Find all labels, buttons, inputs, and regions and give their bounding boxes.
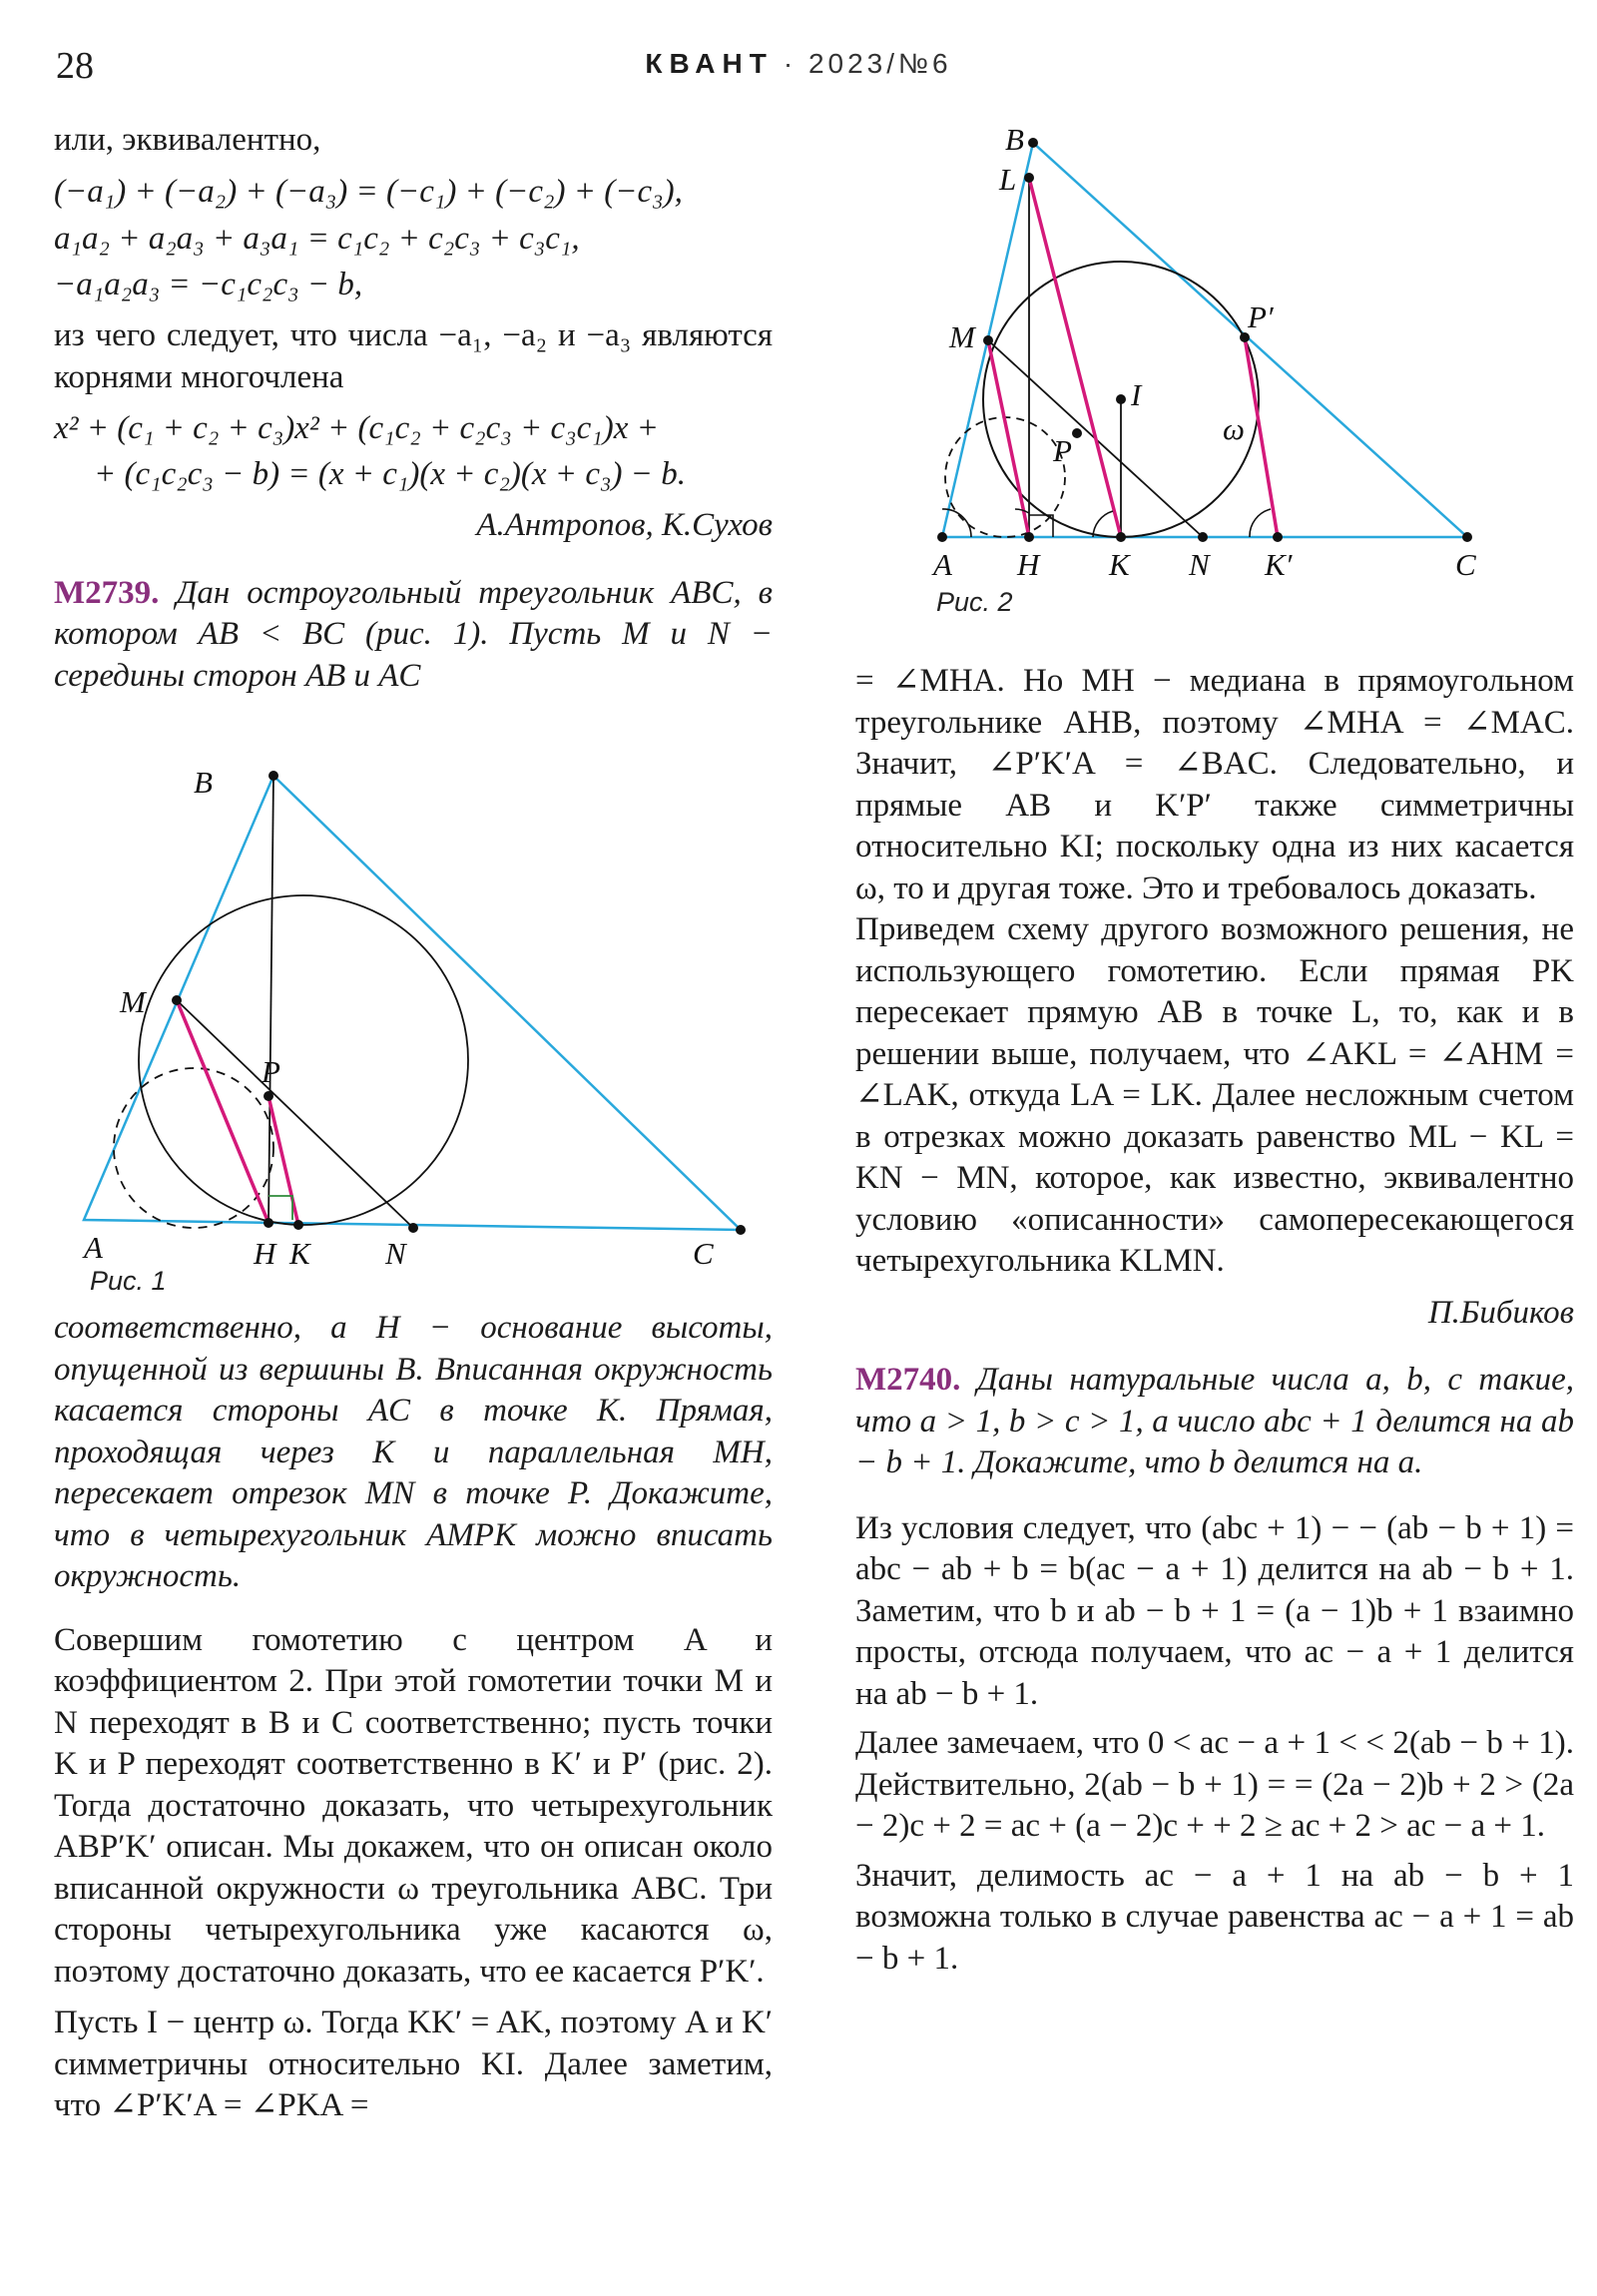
point-n: [1198, 532, 1208, 542]
point-i: [1116, 394, 1126, 404]
segment-pk-prime: [1245, 337, 1278, 537]
author-signature: П.Бибиков: [1427, 1294, 1574, 1331]
label-h: H: [254, 1236, 276, 1271]
label-k: K: [1109, 547, 1130, 579]
right-column: [855, 661, 1574, 1980]
point-m: [172, 995, 182, 1005]
label-m: M: [120, 984, 146, 1019]
solution-paragraph: Пусть I − центр ω. Тогда KK′ = AK, поэтому A и K′ симметричны относительно KI. Далее заметим, что ∠P′K′A = ∠PKA =: [54, 2005, 773, 2123]
label-omega: ω: [1223, 411, 1245, 446]
figure-2: [913, 110, 1552, 579]
angle-arc-k: [1093, 511, 1113, 537]
point-p: [264, 1091, 273, 1101]
segment-lk: [1029, 178, 1121, 537]
page-number: 28: [56, 45, 94, 87]
point-c: [1462, 532, 1472, 542]
figure-1-caption: Рис. 1: [90, 1266, 167, 1296]
text-line: или, эквивалентно,: [54, 122, 321, 158]
label-c: C: [693, 1236, 714, 1271]
solution-paragraph: Приведем схему другого возможного решения, не использующего гомотетию. Если прямая PK пересекает прямую AB в точке L, то, как и в решении выше, получаем, что ∠AKL = ∠AHM = ∠LAK, откуда LA = LK. Далее несложным счетом в отрезках можно доказать равенство ML − KL = KN − MN, которое, как известно, эквивалентно условию «описанности» самопересекающегося четырехугольника KLMN.: [855, 911, 1574, 1279]
point-k-prime: [1273, 532, 1283, 542]
point-n: [408, 1223, 418, 1233]
problem-text: Дан остроугольный треугольник ABC, в котором AB < BC (рис. 1). Пусть M и N − середины сторон AB и AC: [54, 574, 774, 694]
label-a: A: [933, 547, 952, 579]
solution-paragraph: Совершим гомотетию с центром A и коэффициентом 2. При этой гомотетии точки M и N переходят в B и C соответственно; пусть точки K и P переходят соответственно в K′ и P′ (рис. 2). Тогда достаточно доказать, что четырехугольник ABP′K′ описан. Мы докажем, что он описан около вписанной окружности ω треугольника ABC. Три стороны четырехугольника уже касаются ω, поэтому достаточно доказать, что ее касается P′K′.: [54, 1621, 773, 1990]
label-k: K: [289, 1236, 310, 1271]
polynomial-line: + (c₁c₂c₃ − b) = (x + c₁)(x + c₂)(x + c₃) − b.: [94, 455, 686, 492]
label-p: P: [262, 1054, 280, 1089]
triangle-abc: [942, 143, 1467, 537]
label-l: L: [999, 162, 1017, 197]
point-p: [1072, 428, 1082, 438]
equation-line: −a₁a₂a₃ = −c₁c₂c₃ − b,: [54, 266, 363, 302]
point-m: [983, 335, 993, 345]
figure-1: [54, 769, 773, 1288]
segment-mh: [177, 1000, 268, 1223]
journal-name: КВАНТ: [645, 48, 774, 79]
page-header: [0, 44, 1597, 87]
segment-mh: [988, 340, 1029, 537]
point-k: [1116, 532, 1126, 542]
figure-2-caption: Рис. 2: [936, 587, 1013, 617]
problem-m2740-statement: [855, 1360, 1574, 1484]
label-b: B: [194, 769, 213, 800]
point-h: [264, 1218, 273, 1228]
triangle-abc: [84, 776, 741, 1230]
label-m: M: [949, 319, 975, 354]
point-l: [1024, 173, 1034, 183]
point-a: [937, 532, 947, 542]
label-a: A: [84, 1230, 103, 1265]
problem-number: M2740.: [855, 1362, 961, 1398]
equation-line: (−a₁) + (−a₂) + (−a₃) = (−c₁) + (−c₂) + (−c₃),: [54, 173, 683, 210]
angle-arc-k-prime: [1250, 509, 1271, 537]
point-b: [1028, 138, 1038, 148]
label-n: N: [385, 1236, 406, 1271]
segment-pk: [268, 1096, 298, 1225]
right-angle-mark: [268, 1196, 292, 1220]
label-h: H: [1017, 547, 1040, 579]
label-n: N: [1189, 547, 1210, 579]
running-title: [0, 48, 1597, 81]
solution-paragraph: Далее замечаем, что 0 < ac − a + 1 < < 2(ab − b + 1). Действительно, 2(ab − b + 1) = = (2a − 2)b + 2 > (2a − 2)c + 2 = ac + (a − 2)c + + 2 ≥ ac + 2 > ac − a + 1.: [855, 1725, 1574, 1844]
problem-text: Даны натуральные числа a, b, c такие, что a > 1, b > c > 1, а число abc + 1 делится на ab − b + 1. Докажите, что b делится на a.: [855, 1362, 1574, 1480]
author-signature: А.Антропов, К.Сухов: [476, 507, 773, 543]
text-paragraph: из чего следует, что числа −a₁, −a₂ и −a₃ являются корнями многочлена: [54, 317, 773, 395]
equation-line: a₁a₂ + a₂a₃ + a₃a₁ = c₁c₂ + c₂c₃ + c₃c₁,: [54, 221, 580, 257]
segment-mn: [177, 1000, 413, 1228]
label-p: P: [1053, 433, 1072, 468]
label-i: I: [1131, 377, 1142, 412]
dashed-circle: [945, 417, 1065, 537]
point-h: [1024, 532, 1034, 542]
label-c: C: [1455, 547, 1476, 579]
problem-text-continued: соответственно, а H − основание высоты, опущенной из вершины B. Вписанная окружность касается стороны AC в точке K. Прямая, проходящая через K и параллельная MH, пересекает отрезок MN в точке P. Докажите, что в четырехугольник AMPK можно вписать окружность.: [54, 1310, 773, 1594]
polynomial-line: x² + (c₁ + c₂ + c₃)x² + (c₁c₂ + c₂c₃ + c₃c₁)x +: [54, 410, 659, 446]
solution-paragraph: Из условия следует, что (abc + 1) − − (ab − b + 1) = abc − ab + b = b(ac − a + 1) делится на ab − b + 1. Заметим, что b и ab − b + 1 = (a − 1)b + 1 взаимно просты, отсюда получаем, что ac − a + 1 делится на ab − b + 1.: [855, 1509, 1574, 1712]
point-c: [736, 1225, 746, 1235]
solution-paragraph: Значит, делимость ac − a + 1 на ab − b + 1 возможна только в случае равенства ac − a + 1 = ab − b + 1.: [855, 1857, 1574, 1977]
problem-number: M2739.: [54, 574, 160, 611]
point-b: [268, 771, 278, 781]
left-column-top: [54, 120, 773, 697]
point-k: [293, 1220, 303, 1230]
label-k-prime: K′: [1265, 547, 1293, 579]
incircle: [139, 895, 468, 1225]
left-column-bottom: [54, 1308, 773, 2127]
solution-paragraph: = ∠MHA. Но MH − медиана в прямоугольном треугольнике AHB, поэтому ∠MHA = ∠MAC. Значит, ∠P′K′A = ∠BAC. Следовательно, и прямые AB и K′P′ также симметричны относительно KI; поскольку одна из них касается ω, то и другая тоже. Это и требовалось доказать.: [855, 663, 1574, 906]
problem-m2739-statement: [54, 573, 773, 698]
label-p-prime: P′: [1248, 299, 1274, 334]
label-b: B: [1005, 122, 1024, 157]
issue-label: · 2023/№6: [783, 48, 952, 79]
